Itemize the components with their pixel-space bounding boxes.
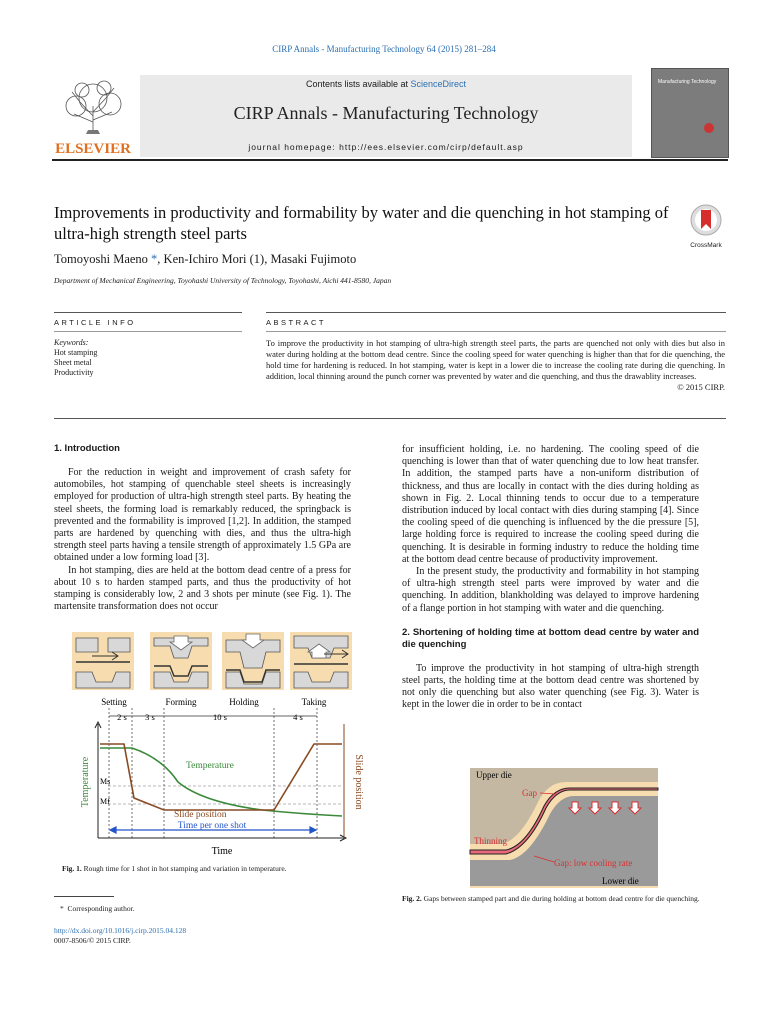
journal-cover: Manufacturing Technology xyxy=(651,68,729,158)
interval-label: 4 s xyxy=(293,712,303,722)
header-divider xyxy=(52,159,728,161)
gap-label: Gap xyxy=(522,788,537,798)
gap-low-cooling-label: Gap: low cooling rate xyxy=(554,858,633,868)
keyword-item: Sheet metal xyxy=(54,358,92,367)
journal-homepage[interactable]: journal homepage: http://ees.elsevier.com/cirp/default.asp xyxy=(248,142,524,152)
authors-line xyxy=(54,252,356,267)
article-info-label: ARTICLE INFO xyxy=(54,318,136,327)
fig1-xlabel: Time xyxy=(211,846,233,857)
authors-rest: , Ken-Ichiro Mori (1), Masaki Fujimoto xyxy=(157,252,357,266)
upper-die-label: Upper die xyxy=(476,770,512,780)
footnote-corresponding: * Corresponding author. xyxy=(60,904,135,913)
figure-1 xyxy=(62,632,362,862)
section-2-paragraph-1: To improve the productivity in hot stamping of ultra-high strength steel parts, the holding time at the bottom dead centre was shortened by not only die quenching but also water quenching (see Fig. 3). Water is kept in the lower die in order to be in contact xyxy=(402,662,699,711)
abstract-rule-mid xyxy=(266,331,726,332)
fig1-ylabel-right: Slide position xyxy=(353,754,364,810)
temperature-curve-label: Temperature xyxy=(186,761,234,771)
info-rule-top xyxy=(54,312,242,313)
section-2-heading: 2. Shortening of holding time at bottom dead centre by water and die quenching xyxy=(402,626,699,650)
figure-1-caption: Fig. 1. Rough time for 1 shot in hot stamping and variation in temperature. xyxy=(62,864,287,873)
corresponding-mark[interactable]: * xyxy=(147,252,158,266)
fig1-ylabel: Temperature xyxy=(80,756,91,808)
interval-label: 2 s xyxy=(117,712,127,722)
crossmark-icon xyxy=(683,203,729,237)
stage-label-holding: Holding xyxy=(229,697,259,707)
publisher-name: ELSEVIER xyxy=(55,141,131,157)
sciencedirect-link[interactable]: ScienceDirect xyxy=(410,79,467,89)
intro-paragraph-1: For the reduction in weight and improvement of crash safety for automobiles, hot stamping of quenchable steel sheets is increasingly employed for production of ultra-high strength steel parts. By heating the steel sheets, the forming load is remarkably reduced, the springback is prevented and the formability is improved [1,2]. In addition, the stamped parts are hardened by quenching with dies, and thus the ultra-high strength steel parts having a tensile strength of approximately 1.5 GPa are obtained under a low forming load [3]. xyxy=(54,467,351,564)
intro-paragraph-4: In the present study, the productivity and formability in hot stamping of ultra-high strength steel parts were improved by water and die quenching. In addition, blankholding was delayed to improve hardening of a flange portion in hot stamping with water and die quenching. xyxy=(402,566,699,614)
intro-paragraph-3: for insufficient holding, i.e. no hardening. The cooling speed of die quenching is lower than that of water quenching due to low heat transfer. In addition, the stamped parts have a non-uniform distribution of thickness, and thus are locally in contact with the dies during holding as shown in Fig. 2. Local thinning tends to occur due to a temperature distribution induced by local contact with dies during stamping [4]. Since the cooling speed of die quenching is influenced by the die pressure [5], large holding force is required to increase the cooling speed during die quenching. It is desirable in forming industry to reduce the holding time at the bottom dead centre because of productivity improvement. xyxy=(402,444,699,565)
footnote-rule xyxy=(54,896,114,897)
abstract-rule-bottom xyxy=(54,418,726,419)
keywords-block xyxy=(54,338,240,378)
keywords-label: Keywords: xyxy=(54,338,89,347)
right-column xyxy=(402,444,699,712)
lower-die-label: Lower die xyxy=(602,876,639,886)
crossmark-badge[interactable]: CrossMark xyxy=(683,203,729,249)
elsevier-logo xyxy=(52,76,134,156)
abstract-copyright: © 2015 CIRP. xyxy=(677,382,725,392)
slide-position-curve xyxy=(100,744,342,810)
abstract-text: To improve the productivity in hot stamping of ultra-high strength steel parts, the parts are quenched not only with dies but also in water during holding at the bottom dead centre. Since the cooling speed for water quenching is higher than that for die quenching, the hold time for hardening is reduced. In hot stamping, water is kept in a lower die to increase the cooling rate during die quenching. In addition, local thinning around the punch corner was prevented by water and die quenching, and thus the drawablity increases. © 2015 CIRP. xyxy=(266,338,725,392)
issn-line: 0007-8506/© 2015 CIRP. xyxy=(54,936,131,945)
figure-2-caption: Fig. 2. Gaps between stamped part and die during holding at bottom dead centre for die quenching. xyxy=(402,894,700,903)
thinning-label: Thinning xyxy=(474,836,507,846)
shot-time-label: Time per one shot xyxy=(177,821,247,831)
affiliation: Department of Mechanical Engineering, Toyohashi University of Technology, Toyohashi, Aichi 441-8580, Japan xyxy=(54,276,392,285)
doi-link[interactable]: http://dx.doi.org/10.1016/j.cirp.2015.04.128 xyxy=(54,926,187,935)
slide-curve-label: Slide position xyxy=(174,810,227,820)
info-rule-mid xyxy=(54,331,242,332)
stage-panels xyxy=(72,632,352,690)
keyword-item: Productivity xyxy=(54,368,94,377)
journal-title: CIRP Annals - Manufacturing Technology xyxy=(233,103,539,123)
abstract-rule-top xyxy=(266,312,726,313)
stage-label-forming: Forming xyxy=(165,697,197,707)
abstract-label: ABSTRACT xyxy=(266,318,327,327)
article-title: Improvements in productivity and formability by water and die quenching in hot stamping of ultra-high strength steel parts xyxy=(54,203,669,243)
section-1-heading: 1. Introduction xyxy=(54,443,120,454)
mf-label: Mf xyxy=(100,797,110,806)
interval-label: 3 s xyxy=(145,712,155,722)
interval-label: 10 s xyxy=(213,712,227,722)
keyword-item: Hot stamping xyxy=(54,348,98,357)
left-column xyxy=(54,443,351,613)
stage-label-setting: Setting xyxy=(101,697,127,707)
author-maeno: Tomoyoshi Maeno xyxy=(54,252,148,266)
figure-2 xyxy=(470,768,658,888)
ms-label: Ms xyxy=(100,777,111,786)
journal-header xyxy=(140,75,632,157)
journal-citation[interactable]: CIRP Annals - Manufacturing Technology 64 (2015) 281–284 xyxy=(272,44,496,54)
contents-line: Contents lists available at ScienceDirect xyxy=(305,79,467,89)
intro-paragraph-2: In hot stamping, dies are held at the bottom dead centre of a press for about 10 s to harden stamped parts, and thus the productivity of hot stamping is considerably low, 2 and 3 shots per minute (see Fig. 1). The martensite transformation does not occur xyxy=(54,564,351,613)
cover-emblem-icon xyxy=(704,123,714,133)
stage-label-taking: Taking xyxy=(301,697,327,707)
